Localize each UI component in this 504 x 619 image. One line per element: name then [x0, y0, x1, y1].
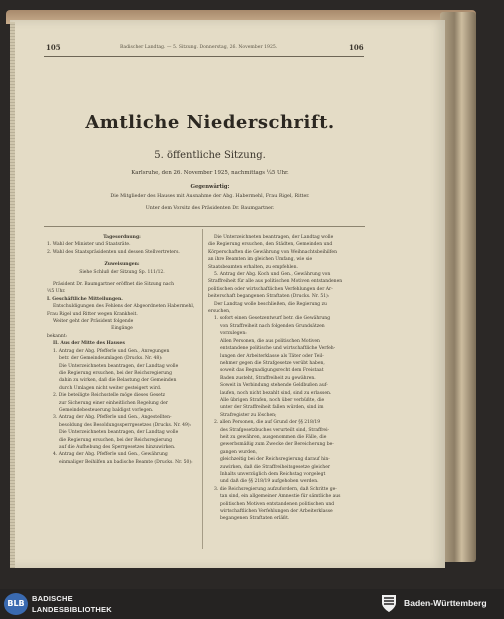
text-line: Entschuldigungen des Fehlens der Abgeordneten Habermehl, — [53, 304, 195, 310]
text-line: die Regierung ersuchen, bei der Reichsregierung — [59, 370, 172, 376]
text-line: bekannt: — [47, 333, 68, 339]
text-line: Frau Rigel und Ritter wegen Krankheit. — [47, 311, 138, 317]
text-line: II. Aus der Mitte des Hauses — [53, 341, 125, 347]
page-number-right: 106 — [349, 43, 364, 52]
text-line: 4. Antrag der Abg. Pfefferle und Gen., Gewährung — [53, 452, 168, 458]
text-line: einmaliger Beihilfen an badische Beamte (Drucks. Nr. 50): — [59, 459, 193, 465]
text-line: wirtschaftlichen Verfehlungen der Arbeiterklasse — [220, 509, 333, 515]
page-number-left: 105 — [46, 43, 61, 52]
text-line: 1. Wahl der Minister und Staatsräte. — [47, 242, 131, 248]
text-line: laufen, noch nicht bezahlt sind, sind zu erlassen. — [220, 390, 332, 396]
text-line: Inhalts unverzüglich dem Reichstag vorgelegt — [220, 472, 326, 477]
baden-wuerttemberg-label[interactable]: Baden-Württemberg — [404, 598, 487, 608]
text-line: nehmer gegen die Strafgesetze verübt haben, — [220, 360, 325, 366]
text-line: politischen oder wirtschaftlichen Verfehlungen der Ar- — [208, 286, 333, 292]
text-line: Gemeindebesteuerung baldigst vorlegen. — [59, 407, 154, 413]
text-line: und daß die §§ 218/19 aufgehoben werden. — [220, 479, 319, 485]
text-line: Strafregister zu löschen; — [220, 412, 277, 418]
text-line: entstandene politische und wirtschaftliche Verfeh- — [220, 346, 336, 352]
text-line: besoldung des Besoldungssperrgesetzes (Drucks. Nr. 49): — [59, 422, 192, 428]
text-line: Die Unterzeichneten beantragen, der Landtag wolle — [59, 363, 179, 369]
blb-name-line1: BADISCHE — [32, 594, 73, 603]
text-line: 3. Antrag der Abg. Pfefferle und Gen., Angestellten- — [53, 415, 172, 421]
text-line: unter der Straffreiheit fallen würden, sind im — [220, 405, 324, 411]
text-line: 5. Antrag der Abg. Koch und Gen., Gewährung von — [214, 272, 331, 278]
text-line: die Regierung ersuchen, bei der Reichsregierung — [59, 437, 172, 443]
text-line: 2. allen Personen, die auf Grund der §§ 218/19 — [214, 420, 321, 426]
right-text-column — [208, 234, 368, 523]
text-line: vorzulegen: — [220, 331, 247, 337]
text-line: durch Umlagen nicht weiter gesteigert wird. — [59, 385, 162, 391]
text-line: I. Geschäftliche Mitteilungen. — [47, 296, 123, 302]
text-line: 2. Die beteiligte Reichsstelle möge dieses Gesetz — [53, 393, 166, 399]
text-line: heit zu gewähren, ausgenommen die Fälle, die — [220, 434, 327, 440]
chair-line: Unter dem Vorsitz des Präsidenten Dr. Baumgartner. — [145, 206, 275, 211]
text-line: Weiter geht der Präsident folgende — [53, 319, 134, 325]
place-date-line: Karlsruhe, den 26. November 1925, nachmittags ¼5 Uhr. — [131, 170, 289, 176]
text-line: Siehe Schluß der Sitzung Sp. 111/12. — [79, 269, 165, 275]
text-line: des Strafgesetzbuches verurteilt sind, Straffrei- — [220, 427, 330, 433]
text-line: lungen der Arbeiterklasse als Täter oder Teil- — [220, 353, 324, 359]
text-line: Die Unterzeichneten beantragen, der Landtag wolle — [59, 430, 179, 436]
text-line: gangen wurden, — [220, 449, 258, 455]
text-line: ½5 Uhr. — [47, 289, 66, 295]
baden-wuerttemberg-coat-of-arms-icon — [380, 593, 398, 613]
text-line: gewerbsmäßig zum Zwecke der Bereicherung be- — [220, 442, 334, 448]
header-rule — [44, 56, 364, 57]
left-text-column — [47, 234, 197, 466]
text-line: von Straffreiheit nach folgenden Grundsätzen — [220, 323, 325, 329]
text-line: Zuweisungen: — [104, 262, 140, 268]
section-divider — [44, 226, 365, 227]
text-line: 2. Wahl des Staatspräsidenten und dessen Stellvertreters. — [47, 249, 180, 255]
text-line: Eingänge — [111, 326, 133, 332]
blb-name-line2: LANDESBIBLIOTHEK — [32, 605, 112, 614]
text-line: soweit das Begnadigungsrecht dem Freistaat — [220, 368, 324, 374]
text-line: 1. Antrag der Abg. Pfefferle und Gen., Anregungen — [53, 348, 170, 354]
present-members-line: Die Mitglieder des Hauses mit Ausnahme der Abg. Habermehl, Frau Rigel, Ritter. — [110, 194, 310, 199]
text-line: beiterschaft begangenen Straftaten (Drucks. Nr. 51): — [208, 294, 330, 300]
text-line: Tagesordnung: — [103, 235, 141, 240]
text-line: Präsident Dr. Baumgartner eröffnet die Sitzung nach — [53, 282, 174, 288]
text-line: betr. der Gemeindeumlagen (Drucks. Nr. 48): — [59, 356, 163, 362]
text-line: Staatsbeamten erhalten, zu empfehlen. — [208, 264, 298, 270]
text-line: dahin zu wirken, daß die Belastung der Gemeinden — [59, 378, 177, 384]
session-heading: 5. öffentliche Sitzung. — [154, 150, 266, 161]
text-line: Soweit in Verbindung stehende Geldbußen auf- — [220, 383, 328, 389]
book-page-edges — [440, 12, 476, 562]
text-line: zur Sicherung einer einheitlichen Regelung der — [59, 400, 168, 406]
text-line: gleichzeitig bei der Reichsregierung darauf hin- — [220, 457, 330, 463]
text-line: begangenen Straftaten erläßt. — [220, 516, 290, 522]
text-line: Allen Personen, die aus politischen Motiven — [220, 338, 320, 344]
text-line: Der Landtag wolle beschließen, die Regierung zu — [214, 301, 327, 307]
text-line: Alle übrigen Strafen, noch über verbüßte, die — [220, 397, 325, 403]
running-head: Badischer Landtag. — 5. Sitzung. Donnerstag, 26. November 1925. — [120, 45, 278, 50]
text-line: ersuchen, — [208, 309, 231, 315]
text-line: Baden zusteht, Straffreiheit zu gewähren. — [220, 375, 316, 381]
text-line: 3. die Reichsregierung aufzufordern, daß Schritte ge- — [214, 486, 337, 492]
text-line: Straffreiheit für alle aus politischen Motiven entstandenen — [208, 279, 343, 285]
column-divider — [202, 229, 203, 549]
present-label: Gegenwärtig: — [190, 184, 230, 190]
blb-logo-icon[interactable]: BLB — [4, 593, 28, 615]
text-line: zuwirken, daß die Straffreiheitsgesetze gleicher — [220, 464, 331, 470]
text-line: 1. sofort einen Gesetzentwurf betr. die Gewährung — [214, 316, 331, 322]
text-line: an ihre Beamten im gleichen Umfang, wie sie — [208, 257, 313, 263]
text-line: auf die Aufhebung des Sperrgesetzes hinzuwirken. — [59, 444, 176, 450]
document-title: Amtliche Niederschrift. — [85, 112, 335, 133]
text-line: Die Unterzeichneten beantragen, der Landtag wolle — [214, 235, 334, 240]
text-line: Körperschaften die Gewährung von Weihnachtsbeihilfen — [208, 249, 337, 255]
text-line: die Regierung ersuchen, den Städten, Gemeinden und — [208, 242, 333, 248]
text-line: politischen Motiven entstandenen politischen und — [220, 501, 335, 507]
page-stack — [10, 22, 15, 568]
text-line: tan sind, ein allgemeiner Amnestie für sämtliche aus — [220, 494, 341, 500]
